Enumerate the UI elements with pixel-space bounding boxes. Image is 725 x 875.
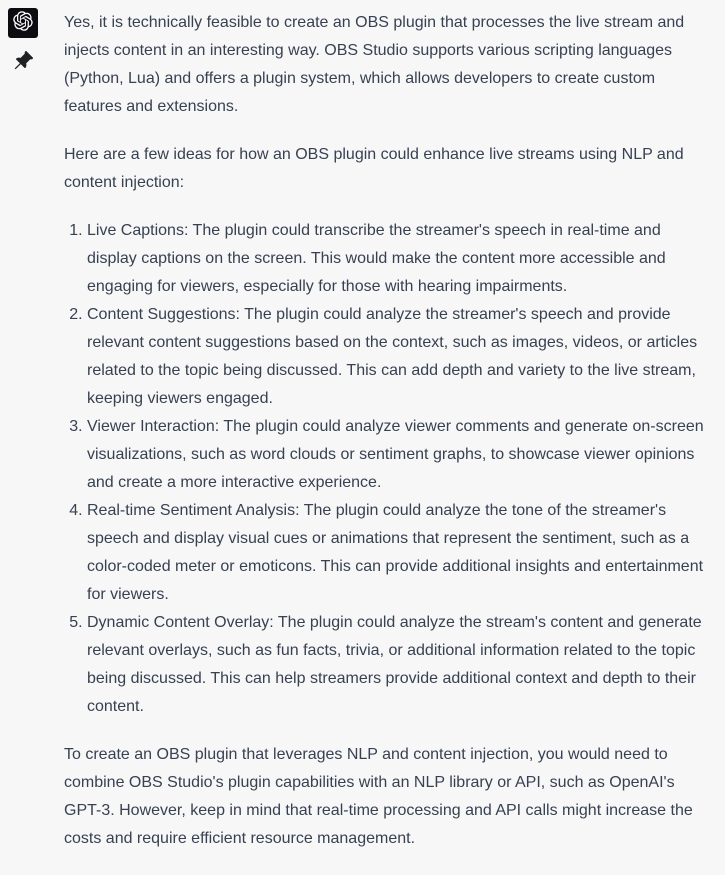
list-item-dynamic-overlay: 5. Dynamic Content Overlay: The plugin could analyze the stream's content and generate relevant overlays, such as fun facts, trivia, or additional information related to the topic being discussed. This can help streamers provide additional context and depth to their content. bbox=[87, 609, 710, 721]
list-item-viewer-interaction: 3. Viewer Interaction: The plugin could analyze viewer comments and generate on-screen visualizations, such as word clouds or sentiment graphs, to showcase viewer opinions and create a more interactive experience. bbox=[87, 413, 710, 497]
list-item-sentiment-analysis: 4. Real-time Sentiment Analysis: The plugin could analyze the tone of the streamer's speech and display visual cues or animations that represent the sentiment, such as a color-coded meter or emoticons. This can provide additional insights and entertainment for viewers. bbox=[87, 497, 710, 609]
list-item-content-suggestions: 2. Content Suggestions: The plugin could analyze the streamer's speech and provide relevant content suggestions based on the context, such as images, videos, or articles related to the topic being discussed. This can add depth and variety to the live stream, keeping viewers engaged. bbox=[87, 301, 710, 413]
list-item-live-captions: 1. Live Captions: The plugin could transcribe the streamer's speech in real-time and display captions on the screen. This would make the content more accessible and engaging for viewers, especially for those with hearing impairments. bbox=[87, 217, 710, 301]
message-content bbox=[64, 8, 710, 853]
message-paragraph-ideas-lead: Here are a few ideas for how an OBS plugin could enhance live streams using NLP and content injection: bbox=[64, 146, 684, 191]
message-gutter bbox=[8, 8, 38, 74]
chatgpt-logo-icon bbox=[13, 11, 33, 36]
message-paragraph-conclusion: To create an OBS plugin that leverages NLP and content injection, you would need to combine OBS Studio's plugin capabilities with an NLP library or API, such as OpenAI's GPT-3. However, keep in mind that real-time processing and API calls might increase the costs and require efficient resource management. bbox=[64, 746, 693, 847]
ideas-list bbox=[64, 217, 710, 721]
pushpin-icon bbox=[13, 50, 34, 74]
message-paragraph-intro: Yes, it is technically feasible to create an OBS plugin that processes the live stream and injects content in an interesting way. OBS Studio supports various scripting languages (Python, Lua) and offers a plugin system, which allows developers to create custom features and extensions. bbox=[64, 14, 685, 115]
pin-message-button[interactable] bbox=[11, 50, 35, 74]
assistant-avatar bbox=[8, 8, 38, 38]
